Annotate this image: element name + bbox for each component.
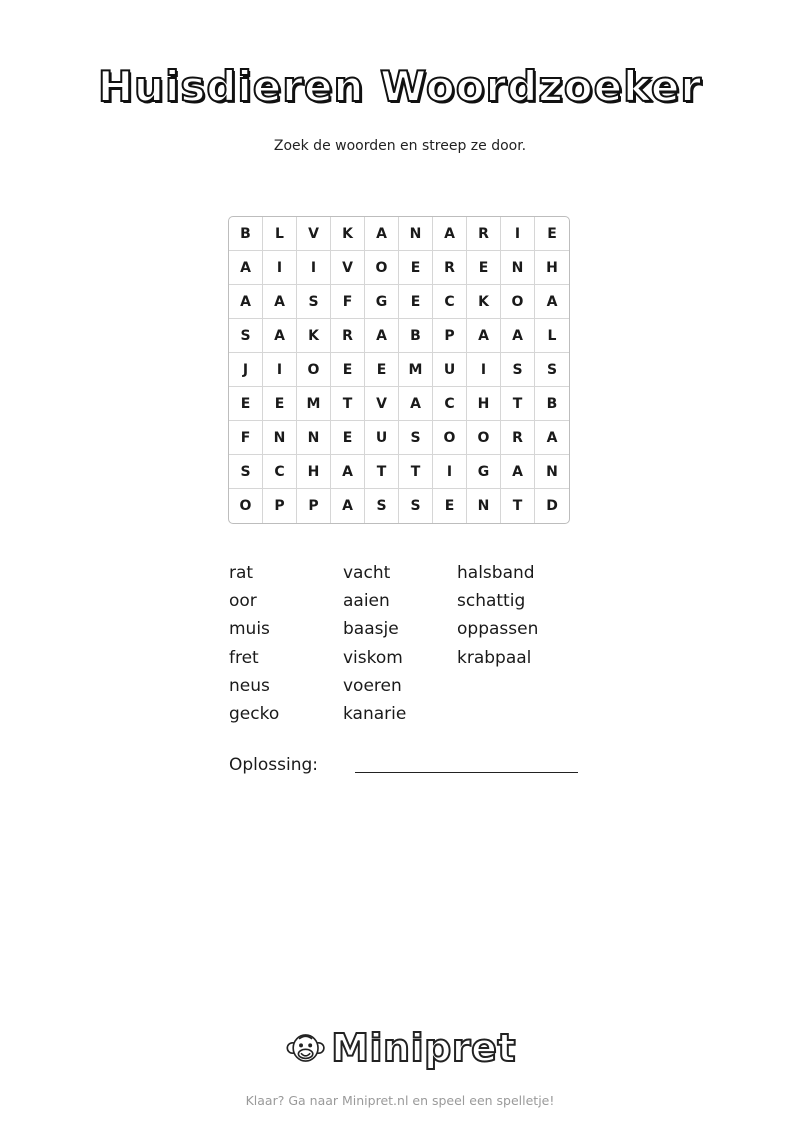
grid-cell[interactable]: B <box>535 387 569 421</box>
grid-cell[interactable]: P <box>433 319 467 353</box>
word-list-item: viskom <box>343 647 403 668</box>
monkey-logo-icon <box>286 1020 325 1076</box>
logo-text: Minipret <box>331 1026 516 1070</box>
grid-cell[interactable]: I <box>263 353 297 387</box>
grid-cell[interactable]: A <box>535 285 569 319</box>
grid-cell[interactable]: T <box>365 455 399 489</box>
word-list-item: aaien <box>343 591 390 612</box>
grid-cell[interactable]: A <box>229 285 263 319</box>
grid-cell[interactable]: V <box>365 387 399 421</box>
grid-cell[interactable]: A <box>501 319 535 353</box>
grid-cell[interactable]: M <box>297 387 331 421</box>
grid-cell[interactable]: B <box>399 319 433 353</box>
grid-cell[interactable]: O <box>229 489 263 523</box>
grid-cell[interactable]: N <box>535 455 569 489</box>
grid-cell[interactable]: T <box>501 387 535 421</box>
grid-cell[interactable]: A <box>263 319 297 353</box>
grid-cell[interactable]: S <box>297 285 331 319</box>
word-list-item: baasje <box>343 619 399 640</box>
grid-cell[interactable]: B <box>229 217 263 251</box>
grid-cell[interactable]: A <box>501 455 535 489</box>
grid-cell[interactable]: S <box>399 489 433 523</box>
grid-cell[interactable]: N <box>399 217 433 251</box>
grid-cell[interactable]: A <box>433 217 467 251</box>
grid-cell[interactable]: E <box>229 387 263 421</box>
grid-cell[interactable]: I <box>433 455 467 489</box>
grid-cell[interactable]: S <box>229 455 263 489</box>
word-list-item: kanarie <box>343 704 407 725</box>
grid-cell[interactable]: E <box>399 285 433 319</box>
word-column <box>229 559 343 728</box>
grid-cell[interactable]: O <box>365 251 399 285</box>
grid-cell[interactable]: O <box>433 421 467 455</box>
grid-cell[interactable]: J <box>229 353 263 387</box>
grid-cell[interactable]: C <box>263 455 297 489</box>
grid-cell[interactable]: I <box>501 217 535 251</box>
grid-cell[interactable]: F <box>331 285 365 319</box>
grid-cell[interactable]: A <box>331 455 365 489</box>
grid-cell[interactable]: I <box>297 251 331 285</box>
grid-cell[interactable]: A <box>365 217 399 251</box>
page-title: Huisdieren Woordzoeker <box>97 62 703 111</box>
word-list-item: fret <box>229 647 259 668</box>
grid-cell[interactable]: E <box>399 251 433 285</box>
grid-cell[interactable]: A <box>331 489 365 523</box>
grid-cell[interactable]: G <box>467 455 501 489</box>
grid-cell[interactable]: R <box>331 319 365 353</box>
grid-cell[interactable]: C <box>433 285 467 319</box>
grid-cell[interactable]: K <box>331 217 365 251</box>
instructions: Zoek de woorden en streep ze door. <box>273 138 527 154</box>
word-list-item: oppassen <box>457 619 539 640</box>
grid-cell[interactable]: P <box>263 489 297 523</box>
grid-cell[interactable]: O <box>501 285 535 319</box>
grid-cell[interactable]: I <box>263 251 297 285</box>
grid-cell[interactable]: M <box>399 353 433 387</box>
grid-cell[interactable]: A <box>399 387 433 421</box>
grid-cell[interactable]: H <box>467 387 501 421</box>
grid-cell[interactable]: N <box>501 251 535 285</box>
grid-cell[interactable]: O <box>297 353 331 387</box>
grid-cell[interactable]: A <box>263 285 297 319</box>
grid-cell[interactable]: I <box>467 353 501 387</box>
grid-cell[interactable]: S <box>399 421 433 455</box>
grid-cell[interactable]: N <box>297 421 331 455</box>
grid-cell[interactable]: U <box>433 353 467 387</box>
word-list-item: vacht <box>343 563 391 583</box>
minipret-logo[interactable] <box>286 1020 516 1076</box>
grid-cell[interactable]: N <box>467 489 501 523</box>
grid-cell[interactable]: E <box>535 217 569 251</box>
grid-cell[interactable]: D <box>546 498 558 514</box>
word-list-item: voeren <box>343 675 402 696</box>
word-list-item: halsband <box>457 563 535 583</box>
grid-cell[interactable]: E <box>467 251 501 285</box>
footer-text: Klaar? Ga naar Minipret.nl en speel een spelletje! <box>245 1093 555 1108</box>
grid-cell[interactable]: T <box>501 489 535 523</box>
grid-cell[interactable]: S <box>229 319 263 353</box>
grid-cell[interactable]: K <box>297 319 331 353</box>
grid-cell[interactable]: T <box>399 455 433 489</box>
word-search-grid <box>228 216 570 524</box>
grid-cell[interactable]: E <box>433 489 467 523</box>
word-list-item: oor <box>229 591 257 612</box>
grid-cell[interactable]: P <box>297 489 331 523</box>
grid-cell[interactable]: R <box>467 217 501 251</box>
grid-cell[interactable]: A <box>365 319 399 353</box>
word-list <box>229 559 597 728</box>
word-list-item: gecko <box>229 704 280 725</box>
grid-cell[interactable]: K <box>467 285 501 319</box>
word-list-item: krabpaal <box>457 647 532 668</box>
grid-cell[interactable]: U <box>365 421 399 455</box>
grid-cell[interactable]: E <box>331 421 365 455</box>
word-column <box>457 559 597 728</box>
grid-cell[interactable]: R <box>501 421 535 455</box>
grid-cell[interactable]: A <box>535 421 569 455</box>
solution-label: Oplossing: <box>229 755 319 775</box>
grid-cell[interactable]: E <box>365 353 399 387</box>
grid-cell[interactable]: V <box>331 251 365 285</box>
grid-cell[interactable]: L <box>535 319 569 353</box>
grid-cell[interactable]: E <box>331 353 365 387</box>
grid-cell[interactable]: F <box>229 421 263 455</box>
grid-cell[interactable]: L <box>263 217 297 251</box>
grid-cell[interactable]: A <box>229 251 263 285</box>
solution-answer-line[interactable] <box>355 772 578 773</box>
word-list-item: rat <box>229 563 254 583</box>
grid-cell[interactable]: N <box>263 421 297 455</box>
grid-cell[interactable]: S <box>365 489 399 523</box>
grid-cell[interactable]: V <box>297 217 331 251</box>
grid-cell[interactable]: G <box>365 285 399 319</box>
grid-cell[interactable]: O <box>467 421 501 455</box>
grid-cell[interactable]: H <box>535 251 569 285</box>
grid-cell[interactable]: C <box>433 387 467 421</box>
grid-cell[interactable]: E <box>263 387 297 421</box>
word-list-item: schattig <box>457 591 526 612</box>
grid-cell[interactable]: S <box>501 353 535 387</box>
grid-cell[interactable]: S <box>535 353 569 387</box>
word-list-item: muis <box>229 619 270 640</box>
grid-cell[interactable]: H <box>297 455 331 489</box>
grid-cell[interactable]: R <box>433 251 467 285</box>
grid-cell[interactable]: A <box>467 319 501 353</box>
word-list-item: neus <box>229 675 270 696</box>
word-column <box>343 559 457 728</box>
grid-cell[interactable]: T <box>331 387 365 421</box>
